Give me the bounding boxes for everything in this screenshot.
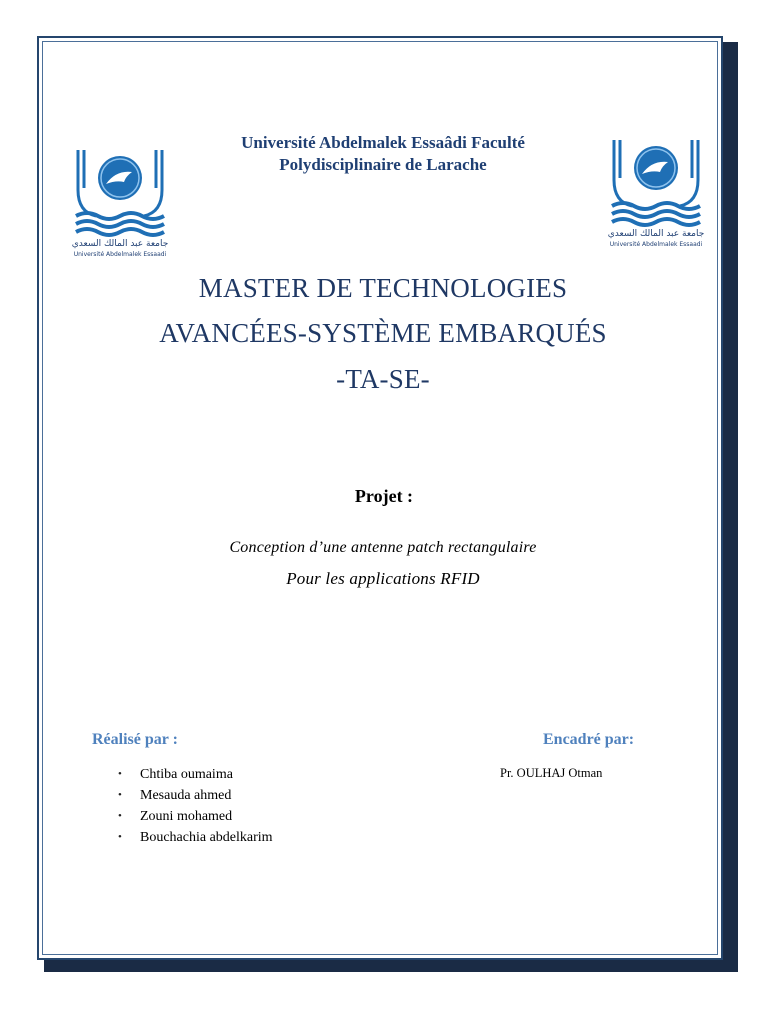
list-item [118,827,273,848]
project-label: Projet : [354,486,414,506]
waves-icon [612,203,700,225]
list-item [118,806,273,827]
university-name-line2: Polydisciplinaire de Larache [279,155,487,174]
author-name: Zouni mohamed [140,809,233,824]
authors-list [118,764,273,848]
waves-icon [76,213,164,235]
project-subject-line1: Conception d’une antenne patch rectangulaire [229,539,537,556]
list-item [118,764,273,785]
university-logo-left [72,144,168,276]
logo-latin-text: Université Abdelmalek Essaadi [73,251,167,258]
master-title-line2: AVANCÉES-SYSTÈME EMBARQUÉS [159,318,607,348]
list-item [118,785,273,806]
logo-arabic-text: جامعة عبد المالك السعدي [608,229,704,239]
authors-label: Réalisé par : [92,731,178,748]
bullet-icon: • [118,768,122,780]
supervisor-label: Encadré par: [543,731,635,748]
project-subject-line2: Pour les applications RFID [286,569,480,588]
supervisor-name: Pr. OULHAJ Otman [500,766,603,780]
bullet-icon: • [118,810,122,822]
master-title-line3: -TA-SE- [336,364,430,394]
bullet-icon: • [118,789,122,801]
logo-latin-text: Université Abdelmalek Essaadi [609,241,703,248]
author-name: Bouchachia abdelkarim [140,830,273,845]
bullet-icon: • [118,831,122,843]
university-logo-right [608,134,704,266]
author-name: Mesauda ahmed [140,788,232,803]
logo-arabic-text: جامعة عبد المالك السعدي [72,239,168,249]
university-name-line1: Université Abdelmalek Essaâdi Faculté [241,133,525,152]
master-title-line1: MASTER DE TECHNOLOGIES [198,273,568,303]
author-name: Chtiba oumaima [140,767,233,782]
